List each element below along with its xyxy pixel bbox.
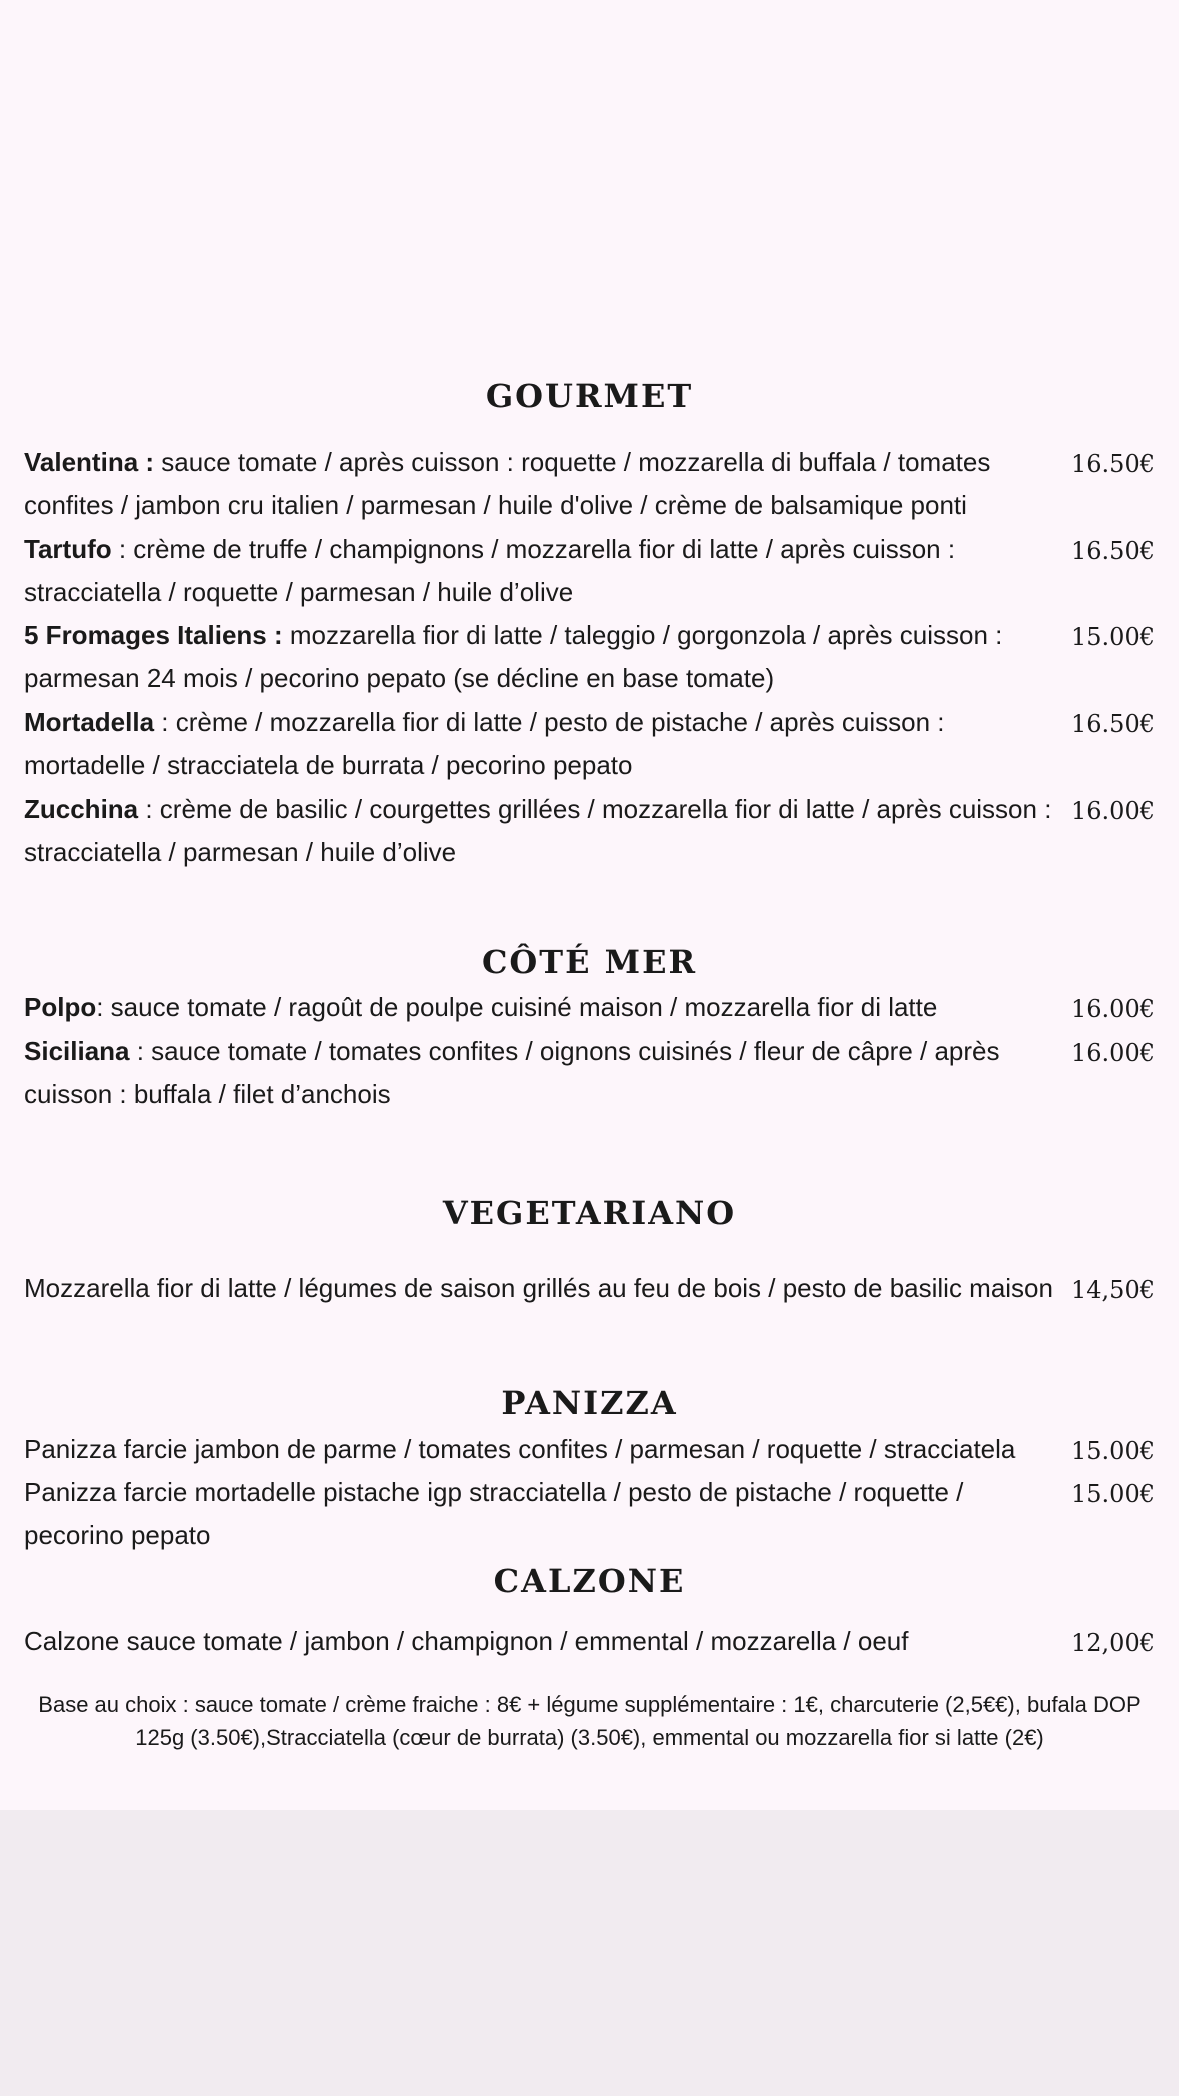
menu-item-description: Calzone sauce tomate / jambon / champignon / emmental / mozzarella / oeuf — [24, 1626, 909, 1656]
menu-item-description: Mozzarella fior di latte / légumes de saison grillés au feu de bois / pesto de basilic maison — [24, 1273, 1053, 1303]
menu-item-ingredients: mozzarella fior di latte / taleggio / gorgonzola / après cuisson : parmesan 24 mois / pecorino pepato (se décline en base tomate) — [24, 620, 1003, 693]
menu-item-polpo — [24, 986, 1155, 1029]
menu-item-price: 16.50€ — [1071, 537, 1155, 565]
menu-item-vegetariano — [24, 1267, 1155, 1310]
base-options-note: Base au choix : sauce tomate / crème fraiche : 8€ + légume supplémentaire : 1€, charcuterie (2,5€€), bufala DOP 125g (3.50€),Stracciatella (cœur de burrata) (3.50€), emmental ou mozzarella fior si latte (2€) — [38, 1692, 1141, 1750]
menu-item-description — [24, 788, 1064, 874]
menu-item-description — [24, 986, 1064, 1029]
menu-item-price: 12,00€ — [1071, 1629, 1155, 1657]
section-title-vegetariano: VEGETARIANO — [442, 1194, 737, 1232]
menu-item-valentina — [24, 441, 1155, 527]
menu-item-ingredients: sauce tomate / après cuisson : roquette / mozzarella di buffala / tomates confites / jambon cru italien / parmesan / huile d'olive / crème de balsamique ponti — [24, 447, 991, 520]
menu-item-name: Valentina : — [24, 447, 155, 477]
menu-item-price: 15.00€ — [1071, 1437, 1155, 1465]
menu-item-ingredients: : crème de truffe / champignons / mozzarella fior di latte / après cuisson : stracciatella / roquette / parmesan / huile d’olive — [24, 534, 956, 607]
menu-item-price: 15.00€ — [1071, 1480, 1155, 1508]
section-title-gourmet: GOURMET — [485, 377, 694, 415]
menu-item-name: Zucchina — [24, 794, 139, 824]
menu-item-panizza-parme — [24, 1428, 1155, 1471]
menu-item-price: 16.50€ — [1071, 450, 1155, 478]
menu-item-price: 15.00€ — [1071, 623, 1155, 651]
menu-item-zucchina — [24, 788, 1155, 874]
menu-item-mortadella — [24, 701, 1155, 787]
menu-item-price: 16.00€ — [1071, 797, 1155, 825]
menu-item-name: 5 Fromages Italiens : — [24, 620, 283, 650]
menu-item-ingredients: : sauce tomate / ragoût de poulpe cuisiné maison / mozzarella fior di latte — [96, 992, 938, 1022]
menu-item-name: Tartufo — [24, 534, 112, 564]
menu-item-price: 16.00€ — [1071, 995, 1155, 1023]
section-title-panizza: PANIZZA — [501, 1384, 678, 1422]
menu-item-5-fromages — [24, 614, 1155, 700]
menu-item-panizza-mortadelle — [24, 1471, 1155, 1557]
menu-item-siciliana — [24, 1030, 1155, 1116]
menu-item-tartufo — [24, 528, 1155, 614]
menu-item-ingredients: : sauce tomate / tomates confites / oignons cuisinés / fleur de câpre / après cuisson : buffala / filet d’anchois — [24, 1036, 1000, 1109]
menu-item-description — [24, 701, 1064, 787]
menu-item-name: Mortadella — [24, 707, 155, 737]
menu-item-price: 16.50€ — [1071, 710, 1155, 738]
menu-item-description — [24, 1030, 1064, 1116]
menu-item-name: Polpo — [24, 992, 97, 1022]
section-title-cote-mer: CÔTÉ MER — [481, 943, 698, 981]
menu-item-name: Siciliana — [24, 1036, 130, 1066]
menu-item-calzone — [24, 1620, 1155, 1663]
section-title-calzone: CALZONE — [493, 1562, 686, 1600]
menu-item-ingredients: : crème / mozzarella fior di latte / pesto de pistache / après cuisson : mortadelle / stracciatela de burrata / pecorino pepato — [24, 707, 945, 780]
menu-item-description — [24, 614, 1064, 700]
menu-item-price: 16.00€ — [1071, 1039, 1155, 1067]
menu-item-description — [24, 528, 1064, 614]
menu-item-description — [24, 441, 1064, 527]
menu-item-ingredients: : crème de basilic / courgettes grillées / mozzarella fior di latte / après cuisson : stracciatella / parmesan / huile d’olive — [24, 794, 1052, 867]
menu-item-price: 14,50€ — [1071, 1276, 1155, 1304]
menu-item-description: Panizza farcie jambon de parme / tomates confites / parmesan / roquette / stracciatela — [24, 1434, 1016, 1464]
menu-item-description: Panizza farcie mortadelle pistache igp stracciatella / pesto de pistache / roquette / pecorino pepato — [24, 1477, 964, 1550]
